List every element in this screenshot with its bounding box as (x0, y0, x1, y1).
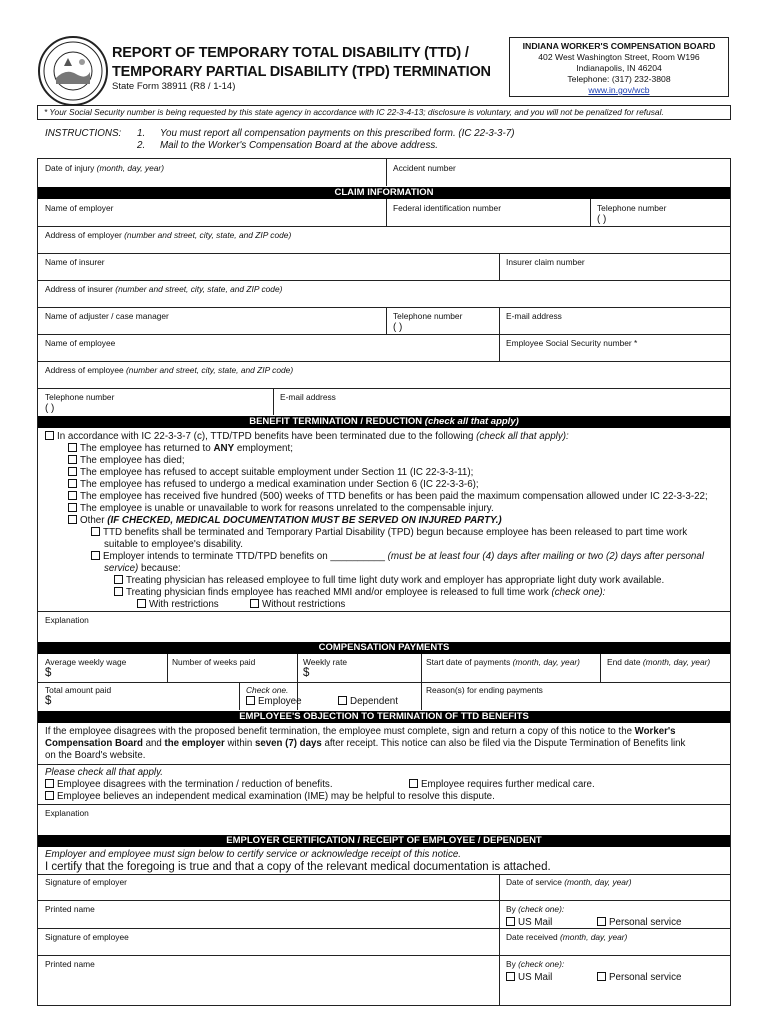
service-us-mail-option[interactable]: US Mail (506, 917, 552, 929)
instruction-number: 1. (137, 128, 146, 139)
agency-name: INDIANA WORKER'S COMPENSATION BOARD (522, 41, 716, 51)
row-line (38, 280, 730, 281)
instruction-text: Mail to the Worker's Compensation Board at the above address. (160, 140, 438, 151)
by-check-one-label: By (check one): (506, 904, 565, 914)
checkbox[interactable] (114, 587, 123, 596)
checkbox[interactable] (250, 599, 259, 608)
phone-parens: ( ) (45, 403, 55, 414)
checkbox[interactable] (68, 479, 77, 488)
checkbox[interactable] (45, 779, 54, 788)
divider (273, 388, 274, 415)
row-line (38, 900, 730, 901)
objection-explanation-label: Explanation (45, 808, 89, 818)
state-form-number: State Form 38911 (R8 / 1-14) (112, 81, 236, 92)
option-intends-terminate-cont: service) because: (104, 563, 181, 574)
employer-signature-label: Signature of employer (45, 877, 127, 887)
date-received-label: Date received (month, day, year) (506, 932, 628, 942)
row-line (38, 928, 730, 929)
employee-name-label: Name of employee (45, 338, 116, 348)
certification-statement: I certify that the foregoing is true and that a copy of the relevant medical documentation is attached. (45, 861, 551, 873)
row-line (38, 611, 730, 612)
option-tpd-begun[interactable]: TTD benefits shall be terminated and Temporary Partial Disability (TPD) begun because employee has been released to part time work (91, 527, 687, 539)
option-tpd-begun-cont: suitable to employee's disability. (104, 539, 243, 550)
adjuster-email-label: E-mail address (506, 311, 562, 321)
divider (499, 253, 500, 280)
accident-number-label: Accident number (393, 163, 456, 173)
objection-disagrees[interactable]: Employee disagrees with the termination / reduction of benefits. (45, 779, 333, 791)
phone-parens: ( ) (393, 322, 403, 333)
adjuster-telephone-label: Telephone number (393, 311, 463, 321)
agency-website-link[interactable]: www.in.gov/wcb (588, 85, 650, 95)
checkbox[interactable] (68, 467, 77, 476)
employer-printed-name-label: Printed name (45, 904, 95, 914)
fein-label: Federal identification number (393, 203, 502, 213)
divider (590, 199, 591, 227)
benefit-explanation-label: Explanation (45, 615, 89, 625)
checkbox[interactable] (91, 551, 100, 560)
by-check-one-label: By (check one): (506, 959, 565, 969)
weeks-paid-label: Number of weeks paid (172, 657, 256, 667)
dollar-sign: $ (303, 667, 310, 679)
row-line (38, 955, 730, 956)
physician-mmi[interactable]: Treating physician finds employee has reached MMI and/or employee is released to full time work (check one): (114, 587, 605, 599)
employer-name-label: Name of employer (45, 203, 114, 213)
row-line (38, 764, 730, 765)
with-restrictions-option[interactable]: With restrictions (137, 599, 219, 611)
checkbox[interactable] (114, 575, 123, 584)
phone-parens: ( ) (597, 214, 607, 225)
payee-dependent-option[interactable]: Dependent (338, 696, 398, 708)
row-line (38, 226, 730, 227)
checkbox[interactable] (68, 455, 77, 464)
state-seal (38, 36, 108, 106)
weekly-rate-label: Weekly rate (303, 657, 348, 667)
instructions-label: INSTRUCTIONS: (45, 128, 122, 139)
divider (600, 654, 601, 682)
divider (499, 307, 500, 334)
employee-email-label: E-mail address (280, 392, 336, 402)
instruction-number: 2. (137, 140, 146, 151)
row-line (38, 361, 730, 362)
reason-500-weeks[interactable]: The employee has received five hundred (500) weeks of TTD benefits or has been paid the maximum compensation allowed under IC 22-3-3-22; (68, 491, 708, 503)
row-line (38, 804, 730, 805)
check-one-label: Check one. (246, 685, 289, 695)
checkbox[interactable] (68, 491, 77, 500)
payee-employee-option[interactable]: Employee (246, 696, 302, 708)
employee-ssn-label: Employee Social Security number * (506, 338, 638, 348)
checkbox[interactable] (506, 972, 515, 981)
insurer-name-label: Name of insurer (45, 257, 105, 267)
checkbox[interactable] (597, 917, 606, 926)
employer-certification-header: EMPLOYER CERTIFICATION / RECEIPT OF EMPLOYEE / DEPENDENT (38, 835, 730, 847)
ssn-notice: * Your Social Security number is being requested by this state agency in accordance with IC 22-3-4-13; disclosure is voluntary, and you will not be penalized for refusal. (37, 105, 731, 120)
row-line (38, 388, 730, 389)
title-line-2: TEMPORARY PARTIAL DISABILITY (TPD) TERMINATION (112, 64, 491, 80)
adjuster-label: Name of adjuster / case manager (45, 311, 169, 321)
divider (386, 307, 387, 334)
checkbox[interactable] (137, 599, 146, 608)
checkbox[interactable] (246, 696, 255, 705)
checkbox[interactable] (45, 431, 54, 440)
objection-ime[interactable]: Employee believes an independent medical examination (IME) may be helpful to resolve this dispute. (45, 791, 495, 803)
checkbox[interactable] (68, 503, 77, 512)
average-weekly-wage-label: Average weekly wage (45, 657, 127, 667)
reason-refused-employment[interactable]: The employee has refused to accept suitable employment under Section 11 (IC 22-3-3-11); (68, 467, 473, 479)
received-us-mail-option[interactable]: US Mail (506, 972, 552, 984)
date-of-injury-label: Date of injury (month, day, year) (45, 163, 165, 173)
checkbox[interactable] (338, 696, 347, 705)
received-personal-option[interactable]: Personal service (597, 972, 681, 984)
without-restrictions-option[interactable]: Without restrictions (250, 599, 345, 611)
seal-graphic (42, 40, 104, 102)
date-of-service-label: Date of service (month, day, year) (506, 877, 632, 887)
reason-unable-to-work[interactable]: The employee is unable or unavailable to work for reasons unrelated to the compensable injury. (68, 503, 494, 515)
insurer-address-label: Address of insurer (number and street, city, state, and ZIP code) (45, 284, 283, 294)
row-line (38, 253, 730, 254)
checkbox[interactable] (68, 515, 77, 524)
row-line (38, 307, 730, 308)
employee-address-label: Address of employee (number and street, city, state, and ZIP code) (45, 365, 294, 375)
employer-address-label: Address of employer (number and street, city, state, and ZIP code) (45, 230, 292, 240)
employee-telephone-label: Telephone number (45, 392, 115, 402)
agency-box (509, 37, 729, 97)
compensation-payments-header: COMPENSATION PAYMENTS (38, 642, 730, 654)
dollar-sign: $ (45, 667, 52, 679)
row-line (38, 334, 730, 335)
benefit-termination-header: BENEFIT TERMINATION / REDUCTION (check all that apply) (38, 416, 730, 428)
insurer-claim-label: Insurer claim number (506, 257, 585, 267)
title-line-1: REPORT OF TEMPORARY TOTAL DISABILITY (TTD) / (112, 45, 469, 61)
employee-signature-label: Signature of employee (45, 932, 129, 942)
objection-medical-care[interactable]: Employee requires further medical care. (409, 779, 595, 791)
start-date-label: Start date of payments (month, day, year) (426, 657, 580, 667)
option-intends-terminate[interactable]: Employer intends to terminate TTD/TPD benefits on __________ (must be at least four (4) days after mailing or two (2) days after personal (91, 551, 704, 563)
checkbox[interactable] (597, 972, 606, 981)
certification-instructions: Employer and employee must sign below to certify service or acknowledge receipt of this notice. (45, 849, 462, 860)
reason-returned-to-work[interactable]: The employee has returned to ANY employment; (68, 443, 293, 455)
divider (499, 334, 500, 361)
employee-objection-header: EMPLOYEE'S OBJECTION TO TERMINATION OF TTD BENEFITS (38, 711, 730, 723)
dollar-sign: $ (45, 695, 52, 707)
checkbox[interactable] (45, 791, 54, 800)
employer-telephone-label: Telephone number (597, 203, 667, 213)
form-title (112, 44, 491, 82)
reason-other[interactable]: Other (IF CHECKED, MEDICAL DOCUMENTATION MUST BE SERVED ON INJURED PARTY.) (68, 515, 502, 527)
divider (386, 199, 387, 227)
checkbox[interactable] (91, 527, 100, 536)
agency-city: Indianapolis, IN 46204 (576, 63, 662, 73)
total-amount-label: Total amount paid (45, 685, 112, 695)
checkbox[interactable] (68, 443, 77, 452)
objection-text-line-2: Compensation Board and the employer within seven (7) days after receipt. This notice can also be filed via the Dispute Termination of Benefits link (45, 738, 686, 749)
end-date-label: End date (month, day, year) (607, 657, 711, 667)
service-personal-option[interactable]: Personal service (597, 917, 681, 929)
objection-text-line-1: If the employee disagrees with the proposed benefit termination, the employee must complete, sign and return a copy of this notice to the Worker's (45, 726, 676, 737)
reasons-ending-label: Reason(s) for ending payments (426, 685, 543, 695)
objection-text-line-3: on the Board's website. (45, 750, 146, 761)
agency-phone: Telephone: (317) 232-3808 (567, 74, 671, 84)
reason-refused-exam[interactable]: The employee has refused to undergo a medical examination under Section 6 (IC 22-3-3-6); (68, 479, 479, 491)
claim-information-header: CLAIM INFORMATION (38, 187, 730, 199)
divider (167, 654, 168, 682)
agency-address: 402 West Washington Street, Room W196 (538, 52, 700, 62)
instruction-text: You must report all compensation payments on this prescribed form. (IC 22-3-3-7) (160, 128, 515, 139)
row-line (38, 682, 730, 683)
please-check-label: Please check all that apply. (45, 767, 163, 778)
checkbox[interactable] (409, 779, 418, 788)
termination-main-option[interactable]: In accordance with IC 22-3-3-7 (c), TTD/TPD benefits have been terminated due to the following (check all that apply): (45, 431, 569, 443)
divider (499, 874, 500, 1006)
row-line (38, 874, 730, 875)
reason-died[interactable]: The employee has died; (68, 455, 185, 467)
divider (239, 682, 240, 710)
physician-light-duty[interactable]: Treating physician has released employee to full time light duty work and employer has appropriate light duty work available. (114, 575, 664, 587)
checkbox[interactable] (506, 917, 515, 926)
divider (386, 158, 387, 186)
employee-printed-name-label: Printed name (45, 959, 95, 969)
